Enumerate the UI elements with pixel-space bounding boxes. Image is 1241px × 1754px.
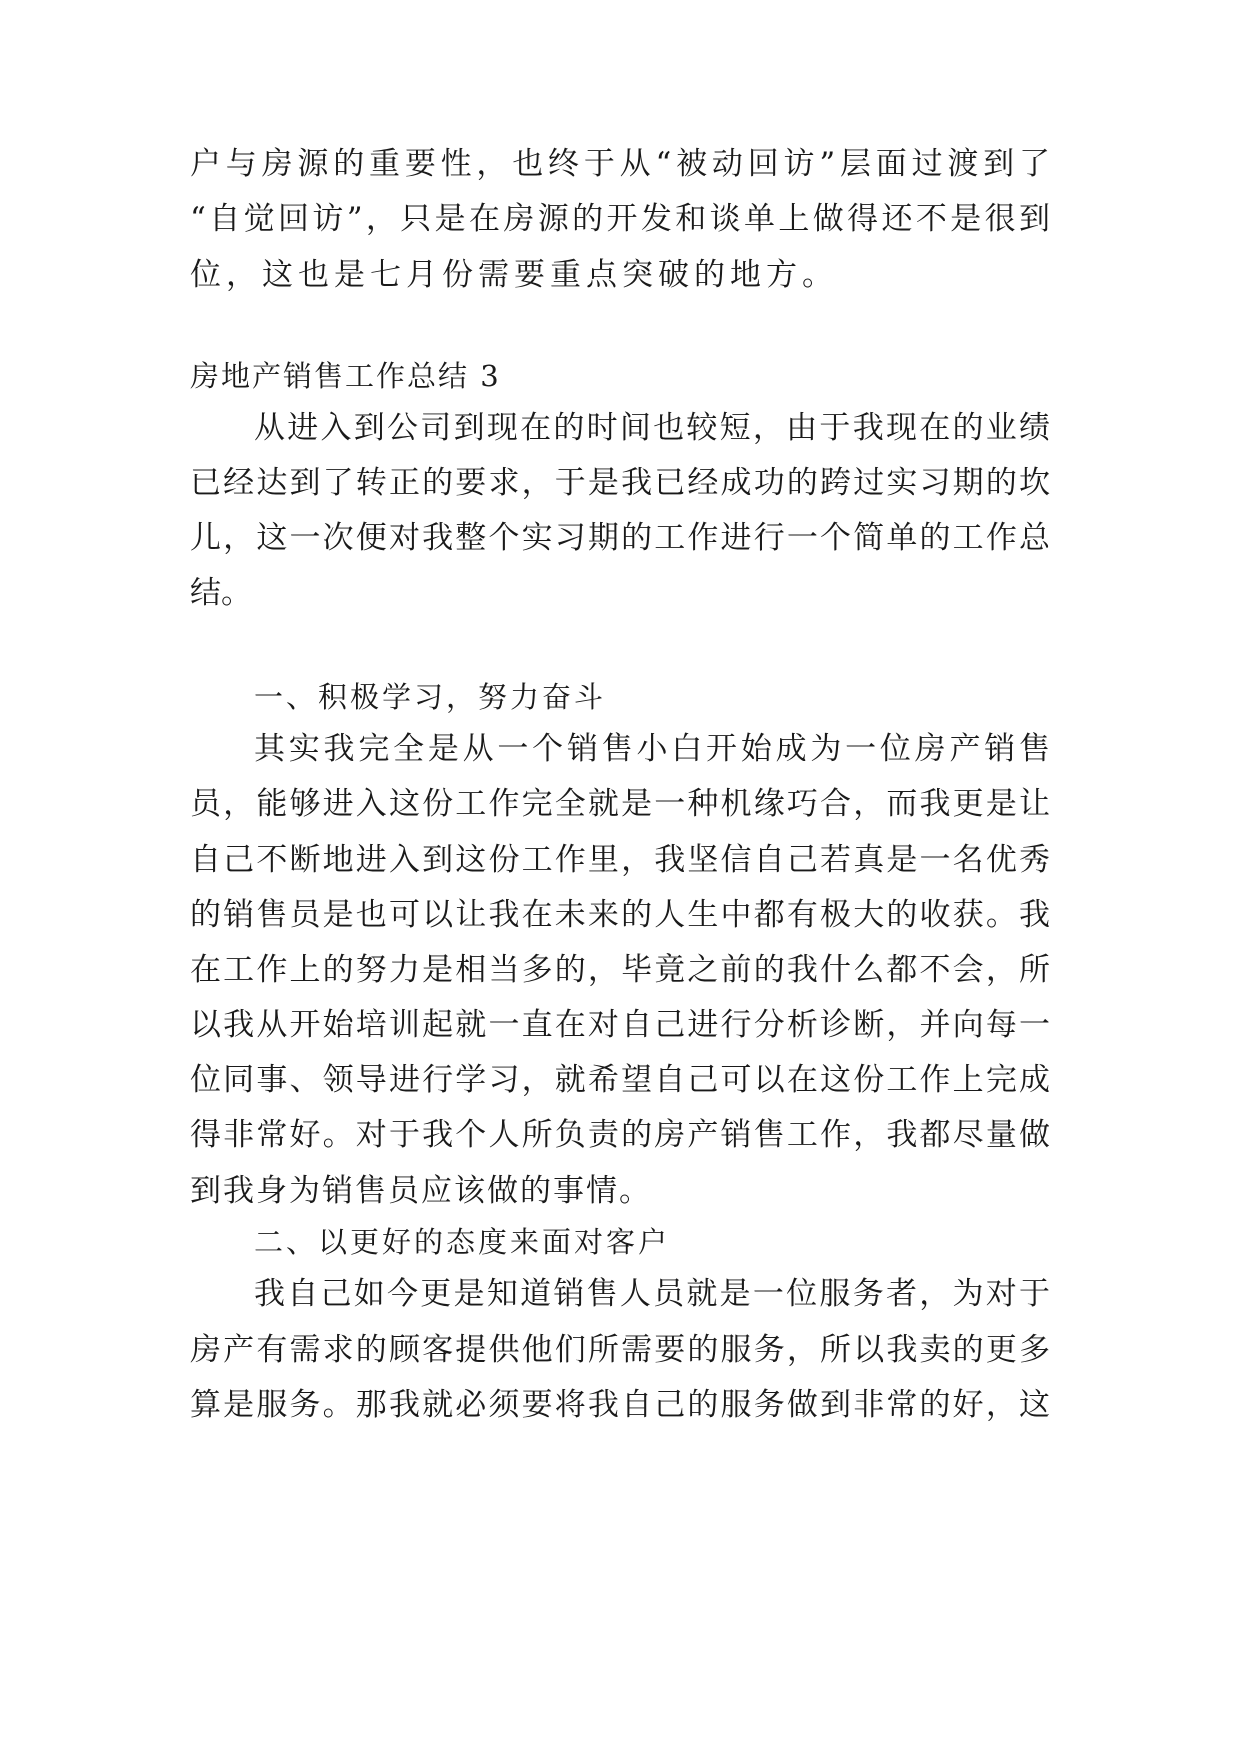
paragraph-line: 我自己如今更是知道销售人员就是一位服务者，为对于 [254, 1276, 1050, 1312]
paragraph-line: 户与房源的重要性，也终于从“被动回访”层面过渡到了 [190, 146, 1050, 182]
paragraph-line: 已经达到了转正的要求，于是我已经成功的跨过实习期的坎 [190, 465, 1050, 501]
paragraph-line: 自己不断地进入到这份工作里，我坚信自己若真是一名优秀 [190, 842, 1050, 878]
paragraph-line: 儿，这一次便对我整个实习期的工作进行一个简单的工作总 [190, 520, 1050, 556]
paragraph-line: 其实我完全是从一个销售小白开始成为一位房产销售 [254, 731, 1050, 767]
paragraph-line: 到我身为销售员应该做的事情。 [190, 1173, 652, 1209]
paragraph-line: 位同事、领导进行学习，就希望自己可以在这份工作上完成 [190, 1062, 1050, 1098]
paragraph-line: 房产有需求的顾客提供他们所需要的服务，所以我卖的更多 [190, 1332, 1050, 1368]
paragraph-line: 员，能够进入这份工作完全就是一种机缘巧合，而我更是让 [190, 786, 1050, 822]
paragraph-line: 算是服务。那我就必须要将我自己的服务做到非常的好，这 [190, 1387, 1050, 1423]
point-heading: 一、积极学习，努力奋斗 [254, 680, 607, 714]
paragraph-line: 位，这也是七月份需要重点突破的地方。 [190, 257, 838, 293]
paragraph-line: 的销售员是也可以让我在未来的人生中都有极大的收获。我 [190, 897, 1050, 933]
point-heading: 二、以更好的态度来面对客户 [254, 1225, 671, 1259]
section-title: 房地产销售工作总结 3 [190, 359, 501, 393]
paragraph-line: 结。 [190, 575, 252, 611]
paragraph-line: 以我从开始培训起就一直在对自己进行分析诊断，并向每一 [190, 1007, 1050, 1043]
paragraph-line: 在工作上的努力是相当多的，毕竟之前的我什么都不会，所 [190, 952, 1050, 988]
paragraph-line: 从进入到公司到现在的时间也较短，由于我现在的业绩 [254, 410, 1050, 446]
paragraph-line: “自觉回访”，只是在房源的开发和谈单上做得还不是很到 [190, 201, 1050, 237]
paragraph-line: 得非常好。对于我个人所负责的房产销售工作，我都尽量做 [190, 1117, 1050, 1153]
